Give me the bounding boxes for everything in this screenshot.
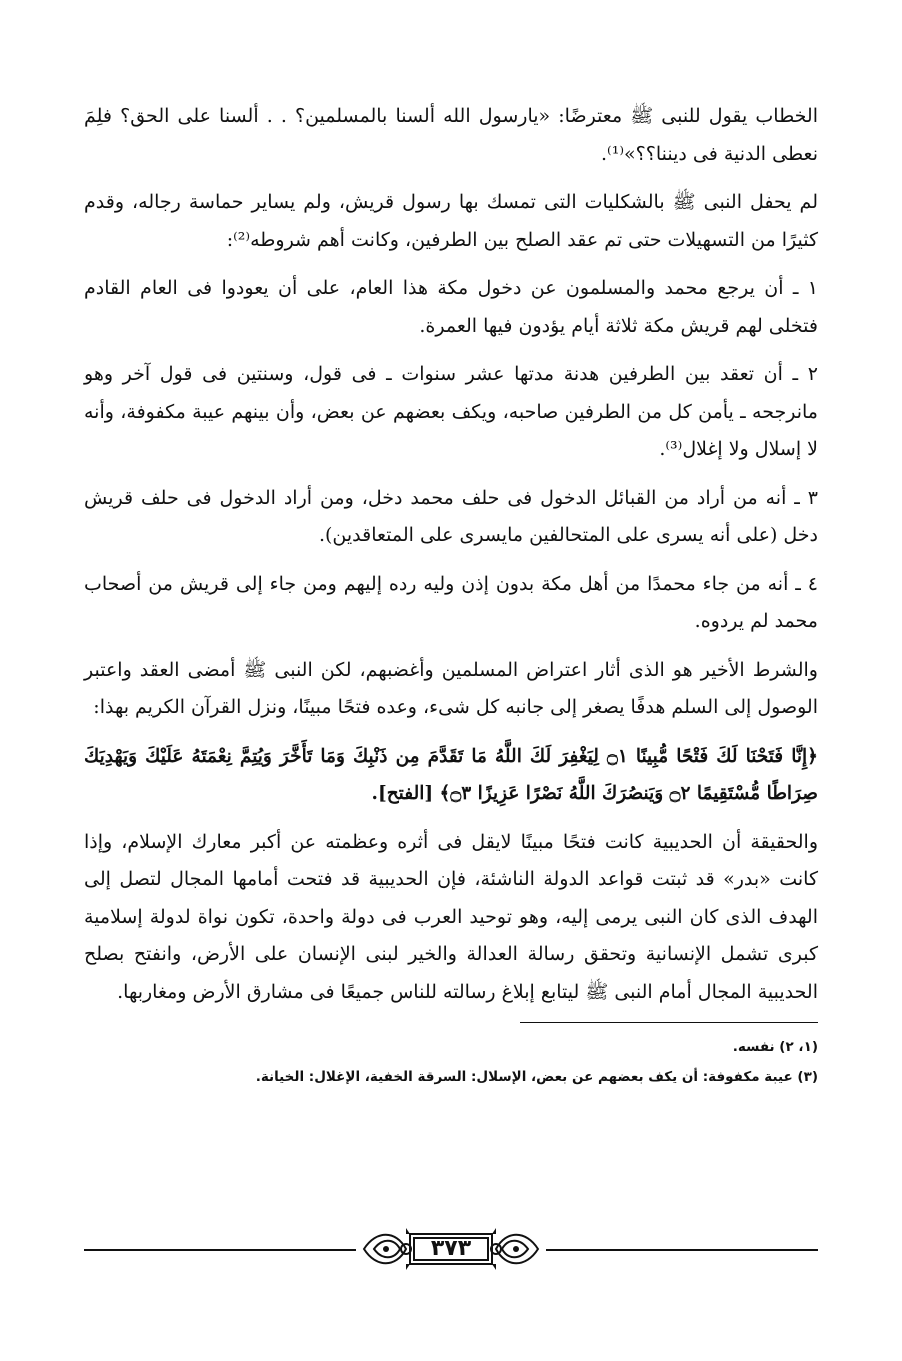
footnote-1: (١، ٢) نفسه.: [732, 1039, 818, 1055]
footnote-separator: [520, 1022, 818, 1023]
paragraph-last-condition: والشرط الأخير هو الذى أثار اعتراض المسلمين وأغضبهم، لكن النبى ﷺ أمضى العقد واعتبر الوصول إلى السلم هدفًا يصغر إلى جانبه كل شىء، وعده فتحًا مبينًا، ونزل القرآن الكريم بهذا:: [84, 658, 818, 718]
footer-rule-right: [546, 1249, 818, 1251]
page-footer: [84, 1222, 818, 1276]
condition-4: ٤ ـ أنه من جاء محمدًا من أهل مكة بدون إذن وليه رده إليهم ومن جاء إلى قريش من أصحاب محمد لم يردوه.: [84, 572, 818, 632]
paragraph-conclusion: والحقيقة أن الحديبية كانت فتحًا مبينًا لايقل فى أثره وعظمته عن أكبر معارك الإسلام، وإذا كانت «بدر» قد ثبتت قواعد الدولة الناشئة، فإن الحديبية قد فتحت أمامها المجال لتصل إلى الهدف الذى كان النبى يرمى إليه، وهو توحيد العرب فى دولة واحدة، تكون نواة لدولة إسلامية كبرى تشمل الإنسانية وتحقق رسالة العدالة والخير لبنى الإنسان على الأرض، وانفتح بصلح الحديبية المجال أمام النبى ﷺ ليتابع إبلاغ رسالته للناس جميعًا فى مشارق الأرض ومغاربها.: [84, 830, 818, 1003]
paragraph-1: الخطاب يقول للنبى ﷺ معترضًا: «يارسول الله ألسنا بالمسلمين؟ . . ألسنا على الحق؟ فلِمَ نعطى الدنية فى ديننا؟؟»⁽¹⁾.: [84, 105, 818, 165]
condition-3: ٣ ـ أنه من أراد من القبائل الدخول فى حلف محمد دخل، ومن أراد الدخول فى حلف قريش دخل (على أنه يسرى على المتحالفين مايسرى على المتعاقدين).: [84, 486, 818, 546]
footnote-2: (٣) عيبة مكفوفة: أن يكف بعضهم عن بعض، الإسلال: السرقة الخفية، الإغلال: الخيانة.: [255, 1069, 818, 1085]
condition-2: ٢ ـ أن تعقد بين الطرفين هدنة مدتها عشر سنوات ـ فى قول، وسنتين فى قول آخر وهو مانرجحه ـ يأمن كل من الطرفين صاحبه، ويكف بعضهم عن بعض، وأن بينهم عيبة مكفوفة، وأنه لا إسلال ولا إغلال⁽³⁾.: [84, 363, 818, 460]
condition-1: ١ ـ أن يرجع محمد والمسلمون عن دخول مكة هذا العام، على أن يعودوا فى العام القادم فتخلى لهم قريش مكة ثلاثة أيام يؤدون فيها العمرة.: [84, 277, 818, 337]
body-text: [84, 98, 818, 1011]
footer-rule-left: [84, 1249, 356, 1251]
paragraph-2: لم يحفل النبى ﷺ بالشكليات التى تمسك بها رسول قريش، ولم يساير حماسة رجاله، وقدم كثيرًا من التسهيلات حتى تم عقد الصلح بين الطرفين، وكانت أهم شروطه⁽²⁾:: [84, 191, 818, 251]
page-number: ٣٧٣: [430, 1236, 472, 1261]
quran-verse: ﴿إِنَّا فَتَحْنَا لَكَ فَتْحًا مُّبِينًا ۝١ لِيَغْفِرَ لَكَ اللَّهُ مَا تَقَدَّمَ مِن ذَنْبِكَ وَمَا تَأَخَّرَ وَيُتِمَّ نِعْمَتَهُ عَلَيْكَ وَيَهْدِيَكَ صِرَاطًا مُّسْتَقِيمًا ۝٢ وَيَنصُرَكَ اللَّهُ نَصْرًا عَزِيزًا ۝٣﴾ [الفتح].: [84, 745, 818, 804]
